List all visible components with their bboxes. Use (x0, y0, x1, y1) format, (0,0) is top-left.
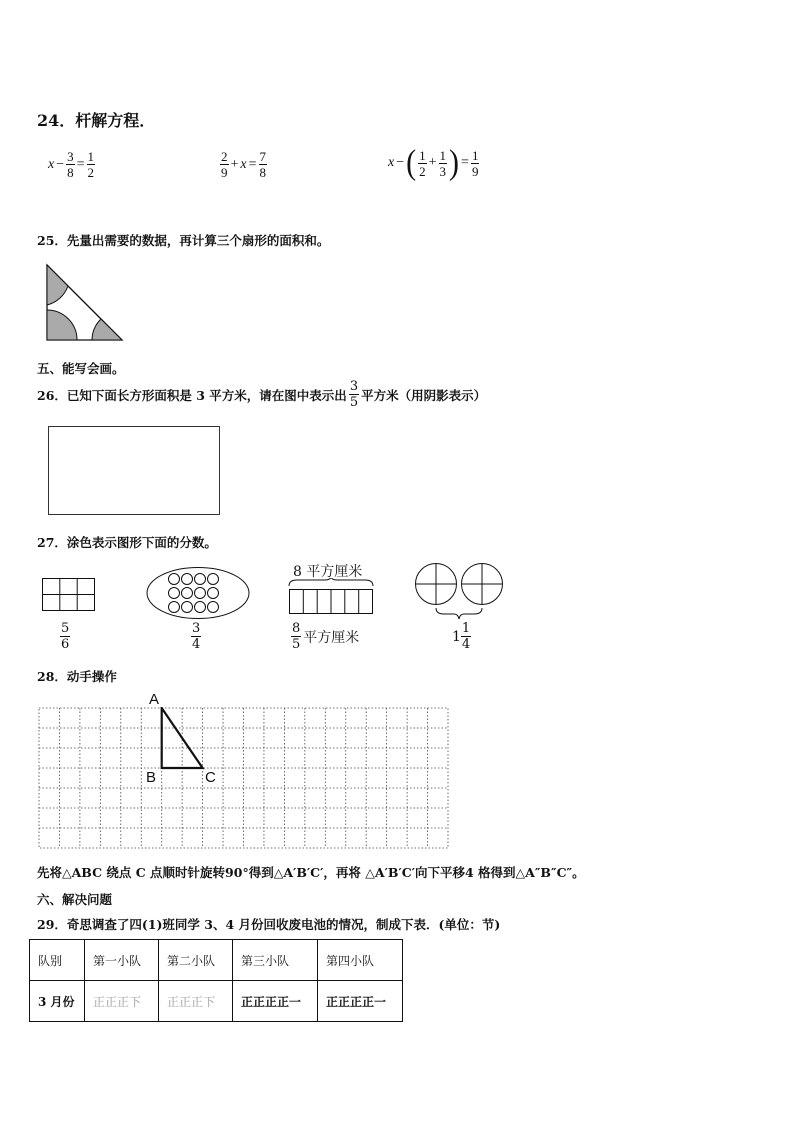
dotted-grid[interactable] (38, 707, 450, 851)
tally-cell: 正正正正一 (233, 981, 318, 1022)
section-6-heading: 六、解决问题 (37, 892, 113, 907)
table-header-cell: 队别 (30, 940, 85, 981)
triangle-sectors-figure (44, 262, 126, 344)
table-header-row (30, 940, 403, 981)
fraction-8-5-area (291, 622, 359, 651)
area-label-top: 8 平方厘米 (293, 564, 363, 580)
mixed-denominator: 4 (461, 637, 471, 652)
f1-numerator: 5 (61, 621, 70, 636)
q26-suffix: 平方米（用阴影表示） (361, 387, 487, 403)
q25-text: 25．先量出需要的数据，再计算三个扇形的面积和。 (37, 233, 330, 248)
q27-text: 27．涂色表示图形下面的分数。 (37, 535, 217, 550)
q28-text: 28．动手操作 (37, 669, 117, 684)
vertex-label-c: C (205, 769, 216, 786)
tally-cell: 正正正下 (85, 981, 159, 1022)
triangle-abc (162, 708, 203, 768)
fraction-5-6 (60, 622, 70, 651)
fraction-3-4 (191, 622, 201, 651)
row-label: 3 月份 (30, 981, 85, 1022)
battery-table (29, 939, 403, 1022)
q26-text (37, 380, 486, 409)
f3-unit: 平方厘米 (303, 629, 360, 646)
q26-rectangle[interactable] (48, 426, 220, 515)
q29-text: 29．奇思调查了四(1)班同学 3、4 月份回收废电池的情况，制成下表．(单位：节) (37, 917, 501, 932)
vertex-label-a: A (149, 691, 160, 708)
q24-title: 24．杆解方程． (37, 111, 156, 130)
q26-frac-denominator: 5 (349, 395, 359, 410)
table-header-cell: 第一小队 (85, 940, 159, 981)
mixed-numerator: 1 (461, 621, 471, 636)
f1-denominator: 6 (61, 637, 70, 652)
vertex-label-b: B (146, 769, 157, 786)
f3-denominator: 5 (292, 637, 301, 652)
table-header-cell: 第二小队 (159, 940, 233, 981)
q28-instruction: 先将△ABC 绕点 C 点顺时针旋转90°得到△A′B′C′，再将 △A′B′C′向下平移4 格得到△A″B″C″。 (37, 865, 585, 880)
q26-prefix: 26．已知下面长方形面积是 3 平方米，请在图中表示出 (37, 387, 347, 403)
f2-denominator: 4 (192, 637, 201, 652)
brace-rect-figure[interactable] (287, 578, 375, 618)
section-5-heading: 五、能写会画。 (37, 361, 125, 376)
equation-1: x − $\frac{3}{8}$ = $\frac{1}{2}$ (48, 149, 95, 180)
grid-six-cells[interactable] (42, 578, 96, 612)
mixed-number-1-1-4 (452, 622, 471, 651)
f2-numerator: 3 (192, 621, 201, 636)
mixed-whole: 1 (452, 628, 461, 645)
q26-frac-numerator: 3 (349, 379, 359, 394)
table-row (30, 981, 403, 1022)
tally-cell: 正正正下 (159, 981, 233, 1022)
table-header-cell: 第四小队 (318, 940, 403, 981)
f3-numerator: 8 (292, 621, 301, 636)
two-circles-figure[interactable] (414, 562, 506, 624)
equation-3: x − ( $\frac{1}{2}$ + $\frac{1}{3}$ ) = $\frac{1}{9}$ (388, 143, 479, 182)
equation-2: $\frac{2}{9}$ + x = $\frac{7}{8}$ (221, 149, 267, 180)
tally-cell: 正正正正一 (318, 981, 403, 1022)
ellipse-circles-figure[interactable] (146, 566, 250, 620)
table-header-cell: 第三小队 (233, 940, 318, 981)
